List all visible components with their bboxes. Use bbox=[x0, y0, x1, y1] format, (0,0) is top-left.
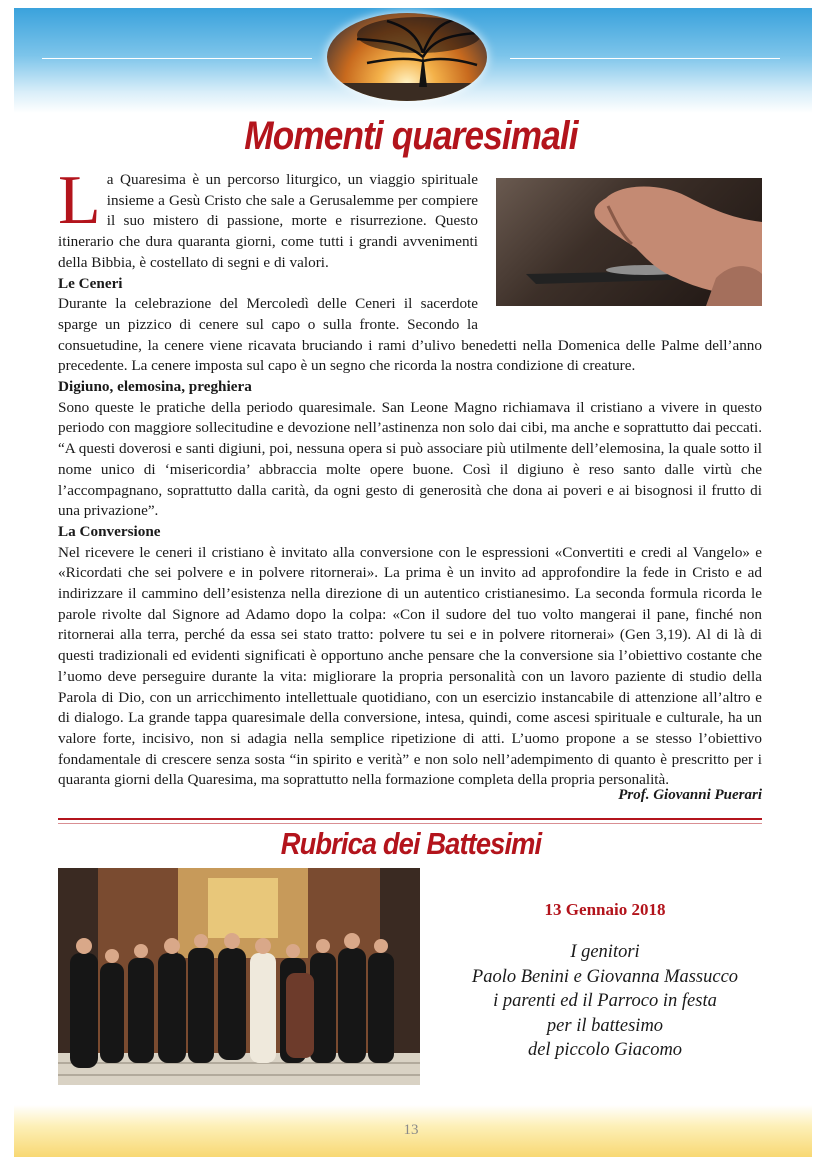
church-group-illustration bbox=[58, 868, 420, 1085]
baptism-section-title: Rubrica dei Battesimi bbox=[280, 826, 542, 861]
drop-cap: L bbox=[58, 162, 101, 239]
tree-silhouette-icon bbox=[327, 13, 487, 101]
baptism-line: del piccolo Giacomo bbox=[527, 1040, 683, 1060]
article-body bbox=[58, 162, 762, 791]
baptism-line: per il battesimo bbox=[546, 1015, 664, 1036]
baptism-date: 13 Gennaio 2018 bbox=[544, 900, 666, 919]
baptism-group-photo bbox=[58, 868, 420, 1085]
tree-sunset-image bbox=[327, 13, 487, 101]
page-number: 13 bbox=[403, 1122, 419, 1138]
section-divider bbox=[58, 818, 762, 820]
ash-imposition-photo bbox=[496, 178, 762, 306]
baptism-announcement bbox=[440, 900, 770, 1063]
baptism-line: I genitori bbox=[570, 942, 640, 962]
section-divider-thin bbox=[58, 823, 762, 824]
section-heading-ceneri: Le Ceneri bbox=[58, 274, 123, 292]
hand-ashes-illustration bbox=[496, 178, 762, 306]
page-title: Momenti quaresimali bbox=[244, 114, 578, 158]
section-heading-digiuno: Digiuno, elemosina, preghiera bbox=[58, 378, 252, 396]
article-author: Prof. Giovanni Puerari bbox=[618, 787, 762, 803]
header-rule-right bbox=[510, 58, 780, 59]
intro-text: a Quaresima è un percorso liturgico, un viaggio spirituale insieme a Gesù Cristo che sale a Gerusalemme per compiere il suo mistero di passione, morte e risurrezione. Questo itinerario che dura quaranta giorni, come tutti i grandi avvenimenti della Bibbia, è costellato di segni e di valori. bbox=[58, 171, 478, 271]
section-heading-conversione: La Conversione bbox=[58, 522, 161, 540]
section-text-ceneri: Durante la celebrazione del Mercoledì delle Ceneri il sacerdote sparge un pizzico di cenere sul capo o sulla fronte. Secondo la consuetudine, la cenere viene ricavata bruciando i rami d’ulivo benedetti nella Domenica delle Palme dell’anno precedente. La cenere imposta sul capo è un segno che ricorda la nostra condizione di creature. bbox=[58, 295, 762, 375]
baptism-line: Paolo Benini e Giovanna Massucco bbox=[471, 966, 739, 987]
baptism-line: i parenti ed il Parroco in festa bbox=[493, 991, 717, 1011]
section-text-conversione: Nel ricevere le ceneri il cristiano è invitato alla conversione con le espressioni «Convertiti e credi al Vangelo» e «Ricordati che sei polvere e in polvere ritornerai». La prima è un invito ad approfondire la fede in Cristo e ad indirizzare il cammino dell’esistenza nella direzione di un autentico cristianesimo. La seconda formula ricorda le parole rivolte dal Signore ad Adamo dopo la colpa: «Con il sudore del tuo volto mangerai il pane, finché non ritornerai alla terra, perché da essa sei stato tratto: polvere tu sei e in polvere ritornerai» (Gen 3,19). Al di là di questi tradizionali ed evidenti significati è opportuno anche pensare che la conversione sia l’obiettivo costante che l’uomo deve perseguire durante la vita: migliorare la propria personalità con un lavoro paziente di studio della Parola di Dio, con un arricchimento intellettuale quotidiano, con un esercizio instancabile di attenzione all’altro e di dialogo. La grande tappa quaresimale della conversione, intesa, quindi, come ascesi spirituale e culturale, ha un valore forte, incisivo, non si adagia nella semplice ripetizione di atti. L’uomo propone a se stesso l’obiettivo fondamentale di crescere senza sosta “in spirito e verità” e non solo nell’adempimento di quanto è prescritto per i quaranta giorni della Quaresima, ma soprattutto nella formazione completa della propria personalità. bbox=[58, 543, 762, 789]
section-text-digiuno: Sono queste le pratiche della periodo quaresimale. San Leone Magno richiamava il cristiano a vivere in questo periodo con maggiore sollecitudine e devozione nell’astinenza non solo dai cibi, ma anche e soprattutto dai peccati. “A questi doverosi e santi digiuni, poi, nessuna opera si può associare più utilmente dell’elemosina, la quale sotto il nome unico di ‘misericordia’ abbraccia molte opere buone. Così il digiuno è reso santo dalle virtù che l’accompagnano, soprattutto dalla carità, da ogni gesto di generosità che dona ai poveri e ai bisognosi il frutto di una privazione”. bbox=[58, 398, 762, 520]
header-rule-left bbox=[42, 58, 312, 59]
